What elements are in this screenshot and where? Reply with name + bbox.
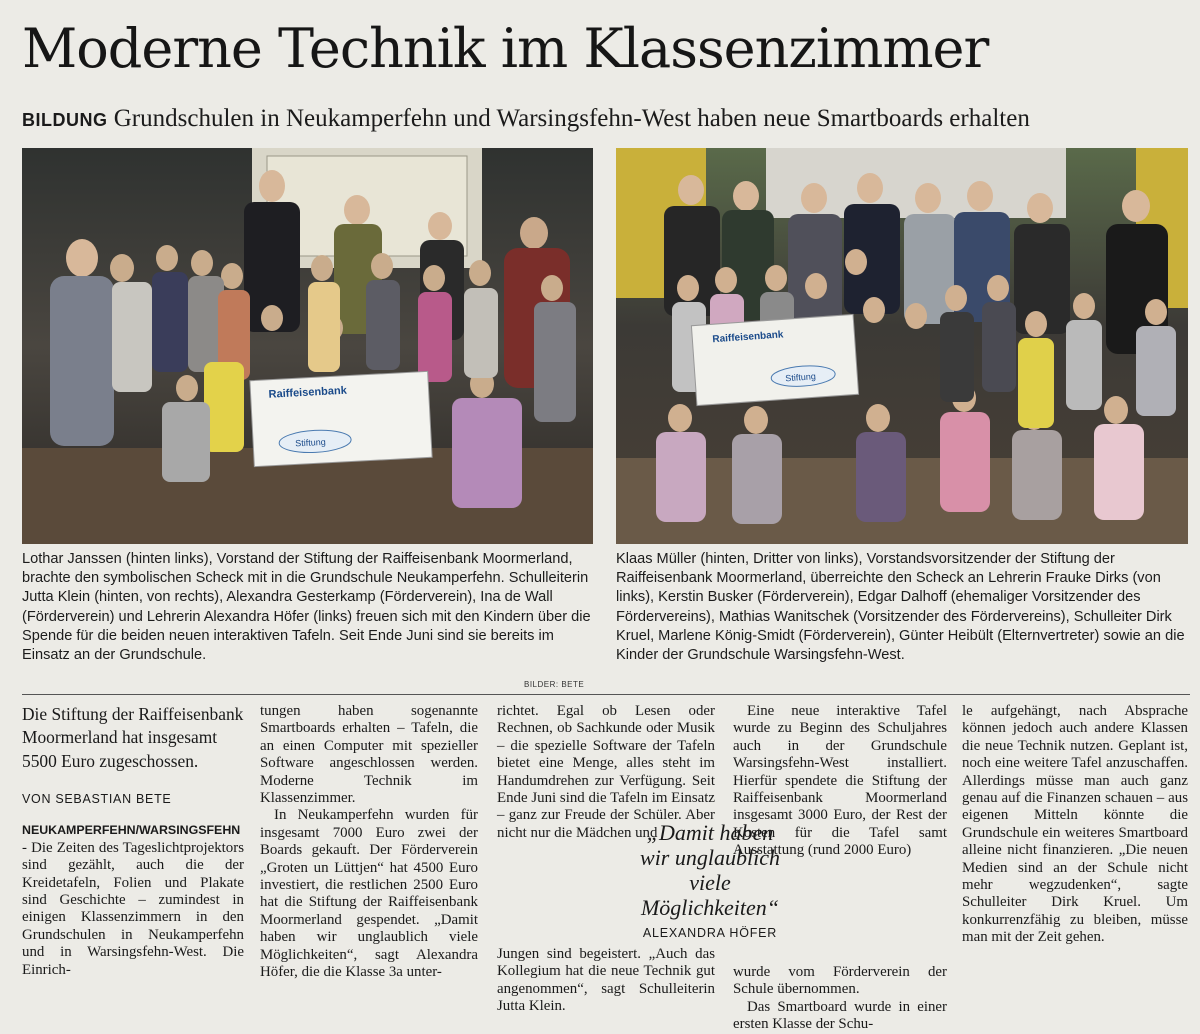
class-group-photo-right bbox=[616, 148, 1188, 544]
author-byline: VON SEBASTIAN BETE bbox=[22, 791, 172, 806]
check-foundation-text-right: Stiftung bbox=[784, 371, 817, 384]
column-4-paragraph-3: Das Smartboard wurde in einer ersten Klasse der Schu- bbox=[733, 998, 947, 1033]
article-column-5 bbox=[962, 703, 1188, 947]
article-column-4 bbox=[733, 703, 947, 903]
photo-warsingsfehn bbox=[616, 148, 1188, 544]
subline-text: Grundschulen in Neukamperfehn und Warsingsfehn-West haben neue Smartboards erhalten bbox=[113, 105, 1030, 132]
pull-quote-source: ALEXANDRA HÖFER bbox=[642, 926, 778, 940]
column-4-paragraph-2: wurde vom Förderverein der Schule übernommen. bbox=[733, 964, 947, 998]
column-4-lower bbox=[733, 964, 947, 1034]
class-group-photo-left bbox=[22, 148, 593, 544]
symbolic-check-right bbox=[691, 314, 858, 405]
article-subline bbox=[22, 103, 1192, 136]
column-5-paragraph-1: le aufgehängt, nach Absprache können jedoch auch andere Klassen die neue Technik nutzen. Geplant ist, noch eine weitere Tafel anzuschaffen. Allerdings müsse man auch ganz genau auf die Finanzen schauen – aus eigenen Mitteln könnte die Grundschule ein weiteres Smartboard alleine nicht finanzieren. „Die neuen Medien sind an der Schule nicht mehr wegzudenken“, sagte Schulleiter Dirk Kruel. Um konkurrenzfähig zu bleiben, müsse man mit der Zeit gehen. bbox=[962, 703, 1188, 946]
column-2-paragraph-2: In Neukamperfehn wurden für insgesamt 7000 Euro zwei der Boards gekauft. Der Förderverein „Groten un Lüttjen“ hat 4500 Euro investiert, die restlichen 2500 Euro hat die Stiftung der Raiffeisenbank Moormerland gespendet. „Damit haben wir unglaublich viele Möglichkeiten“, sagt Alexandra Höfer, die die Klasse 3a unter- bbox=[260, 807, 478, 981]
column-3-lower bbox=[497, 946, 715, 1016]
column-1-body: - Die Zeiten des Tageslichtprojektors sind gezählt, auch die der Kreidetafeln, Folien und Plakate sind Geschichte – zumindest in einigen Klassenzimmern in den Grundschulen in Neukamperfehn und in Warsingsfehn-West. Die Einrich- bbox=[22, 839, 244, 978]
photo-credit: BILDER: BETE bbox=[524, 680, 585, 689]
symbolic-check-left bbox=[250, 371, 432, 466]
column-2-paragraph-1: tungen haben sogenannte Smartboards erhalten – Tafeln, die an einen Computer mit spezieller Software angeschlossen werden. Moderne Technik im Klassenzimmer. bbox=[260, 703, 478, 807]
subline-kicker: BILDUNG bbox=[22, 110, 108, 130]
caption-right: Klaas Müller (hinten, Dritter von links), Vorstandsvorsitzender der Stiftung der Raiffeisenbank Moormerland, überreichte den Scheck an Lehrerin Frauke Dirks (von links), Kerstin Busker (Förderverein), Edgar Dalhoff (ehemaliger Vorsitzender des Fördervereins), Mathias Wanitschek (Vorsitzender des Fördervereins), Schulleiter Dirk Kruel, Marlene König-Smidt (Förderverein), Günter Heibült (Elternvertreter) sowie an die Kinder der Grundschule Warsingsfehn-West. bbox=[616, 551, 1185, 664]
check-bank-text-right: Raiffeisenbank bbox=[712, 329, 784, 346]
article-column-2 bbox=[260, 703, 478, 982]
column-4-paragraph-1: Eine neue interaktive Tafel wurde zu Beginn des Schuljahres auch in der Grundschule Warsingsfehn-West installiert. Hierfür spendete die Stiftung der Raiffeisenbank Moormerland insgesamt 3000 Euro, der Rest der Kosten für die Tafel samt Ausstattung (rund 2000 Euro) bbox=[733, 703, 947, 859]
caption-divider bbox=[22, 694, 1190, 695]
photo-neukamperfehn bbox=[22, 148, 593, 544]
article-headline: Moderne Technik im Klassenzimmer bbox=[22, 17, 989, 80]
article-dateline: NEUKAMPERFEHN/WARSINGSFEHN bbox=[22, 823, 241, 838]
article-lead: Die Stiftung der Raiffeisenbank Moormerland hat insgesamt 5500 Euro zugeschossen. bbox=[22, 704, 244, 771]
column-3-paragraph-1: richtet. Egal ob Lesen oder Rechnen, ob Sachkunde oder Musik – die spezielle Software der Tafeln bietet eine Menge, alles steht im Handumdrehen zur Verfügung. Seit Ende Juni sind die Tafeln im Einsatz – ganz zur Freude der Schüler. Aber nicht nur die Mädchen und bbox=[497, 703, 715, 841]
pull-quote-text: „Damit haben wir unglaublich viele Möglichkeiten“ bbox=[640, 820, 780, 920]
article-column-1 bbox=[22, 703, 244, 979]
check-bank-text-left: Raiffeisenbank bbox=[268, 384, 348, 401]
check-foundation-text-left: Stiftung bbox=[294, 436, 326, 449]
caption-left: Lothar Janssen (hinten links), Vorstand der Stiftung der Raiffeisenbank Moormerland, brachte den symbolischen Scheck mit in die Grundschule Neukamperfehn. Schulleiterin Jutta Klein (hinten, von rechts), Alexandra Gesterkamp (Förderverein), Ina de Wall (Förderverein) und Lehrerin Alexandra Höfer (links) freuen sich mit den Kindern über die Spende für die beiden neuen interaktiven Tafeln. Seit Ende Juni sind sie bereits im Einsatz an der Grundschule. bbox=[22, 551, 591, 664]
column-3-paragraph-2: Jungen sind begeistert. „Auch das Kollegium hat die neue Technik gut angenommen“, sagt Schulleiterin Jutta Klein. bbox=[497, 946, 715, 1015]
